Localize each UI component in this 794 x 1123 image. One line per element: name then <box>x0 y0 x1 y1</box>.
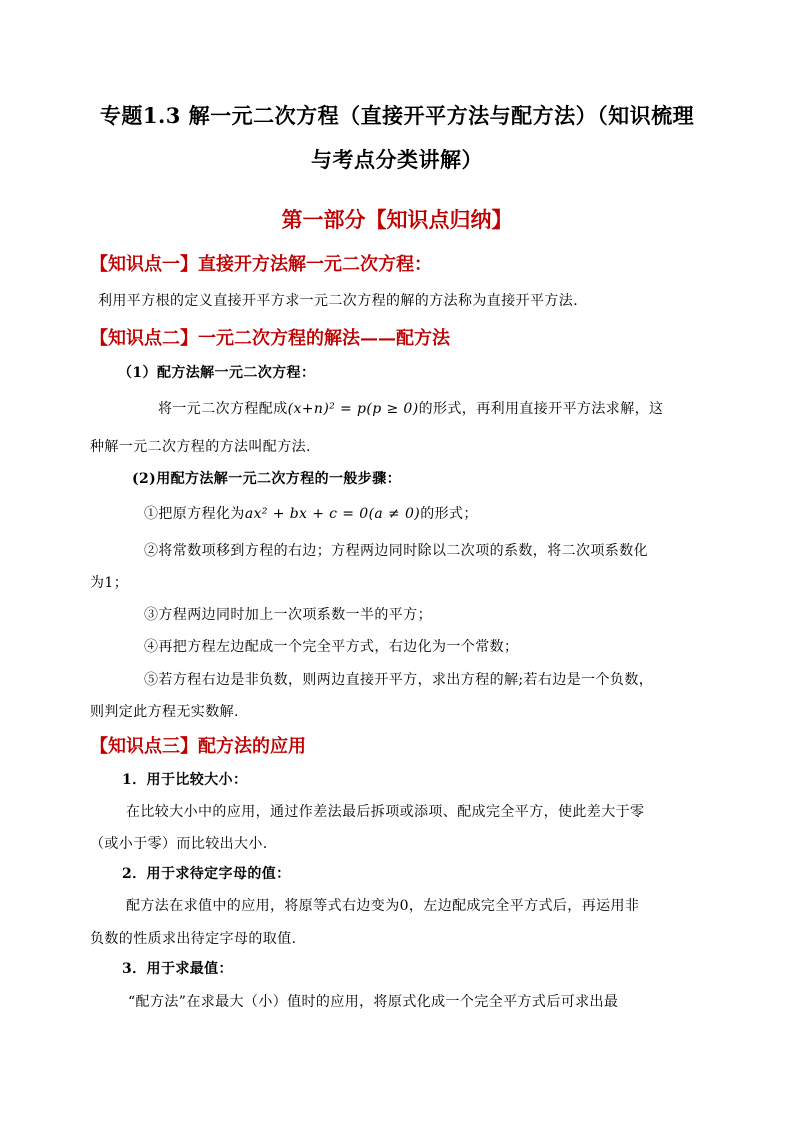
kp2-heading: 【知识点二】一元二次方程的解法——配方法 <box>90 328 450 349</box>
kp2-step3: ③方程两边同时加上一次项系数一半的平方； <box>144 607 432 623</box>
kp2-step1-post: 的形式； <box>420 506 478 522</box>
part-heading: 第一部分【知识点归纳】 <box>281 207 513 232</box>
kp2-step1-formula: ax² + bx + c = 0(a ≠ 0) <box>244 506 421 522</box>
kp2-step1-pre: ①把原方程化为 <box>144 506 245 522</box>
page-title-line2: 与考点分类讲解） <box>311 147 483 172</box>
page-title-line1: 专题1.3 解一元二次方程（直接开平方法与配方法）（知识梳理 <box>99 103 695 128</box>
kp3-item2-title: 2．用于求待定字母的值： <box>122 866 291 882</box>
kp3-item3-title: 3．用于求最值： <box>122 961 233 977</box>
kp2-sub2: (2)用配方法解一元二次方程的一般步骤： <box>132 471 401 487</box>
kp1-text: 利用平方根的定义直接开平方求一元二次方程的解的方法称为直接开平方法. <box>98 293 579 309</box>
kp1-heading: 【知识点一】直接开方法解一元二次方程： <box>90 254 432 275</box>
kp3-item1-line1: 在比较大小中的应用，通过作差法最后拆项或添项、配成完全平方，使此差大于零 <box>126 804 645 820</box>
kp2-p1-post: 的形式，再利用直接开平方法求解，这 <box>418 401 664 417</box>
kp2-p1-pre: 将一元二次方程配成 <box>158 401 288 417</box>
kp2-step5-line1: ⑤若方程右边是非负数，则两边直接开平方，求出方程的解;若右边是一个负数， <box>144 672 654 688</box>
kp3-item1-title: 1．用于比较大小： <box>122 772 248 788</box>
kp2-step5-line2: 则判定此方程无实数解. <box>90 704 239 720</box>
kp2-step2-line2: 为1； <box>90 575 129 591</box>
kp3-heading: 【知识点三】配方法的应用 <box>90 736 306 757</box>
kp2-p1-formula: (x+n)² = p(p ≥ 0) <box>287 401 419 417</box>
kp2-step1 <box>144 503 478 523</box>
kp2-step2-line1: ②将常数项移到方程的右边；方程两边同时除以二次项的系数，将二次项系数化 <box>144 543 648 559</box>
kp3-item1-line2: （或小于零）而比较出大小. <box>90 836 268 852</box>
kp3-item2-line2: 负数的性质求出待定字母的取值. <box>90 931 297 947</box>
kp2-paragraph1 <box>158 398 663 418</box>
kp3-item2-line1: 配方法在求值中的应用，将原等式右边变为0，左边配成完全平方式后，再运用非 <box>126 898 640 914</box>
kp2-step4: ④再把方程左边配成一个完全平方式，右边化为一个常数； <box>144 639 519 655</box>
kp2-p1-line2: 种解一元二次方程的方法叫配方法. <box>90 439 311 455</box>
kp3-item3-line1: “配方法”在求最大（小）值时的应用，将原式化成一个完全平方式后可求出最 <box>128 994 619 1010</box>
kp2-sub1: （1）配方法解一元二次方程： <box>118 365 316 381</box>
